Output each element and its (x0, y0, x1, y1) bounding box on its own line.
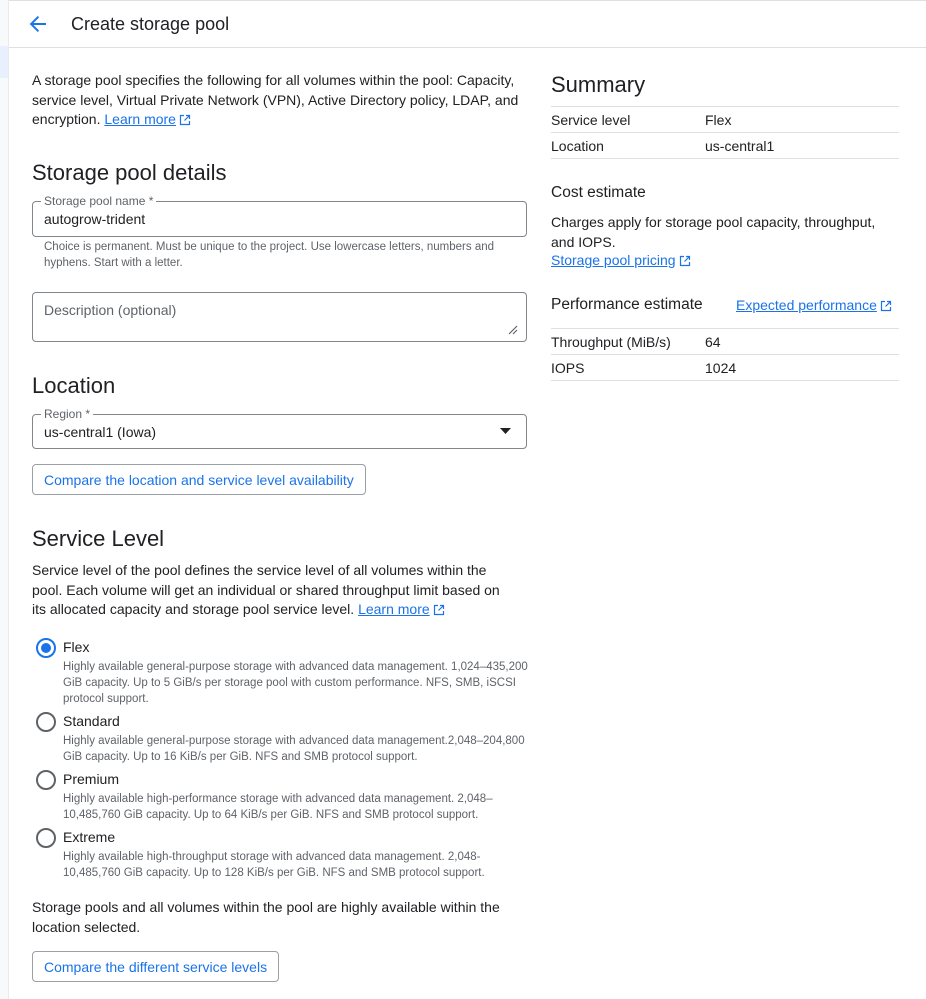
storage-pool-name-hint: Choice is permanent. Must be unique to the project. Use lowercase letters, numbers and hyphens. Start with a letter. (44, 241, 495, 269)
summary-table (551, 106, 899, 159)
storage-pool-name-value: autogrow-trident (44, 211, 146, 227)
external-link-icon (880, 300, 892, 312)
summary-value: us-central1 (705, 133, 899, 159)
region-value: us-central1 (Iowa) (44, 424, 157, 440)
compare-location-button[interactable]: Compare the location and service level availability (32, 464, 366, 495)
storage-pool-name-field[interactable] (32, 194, 527, 237)
extreme-radio[interactable] (36, 828, 56, 848)
intro-paragraph (32, 71, 522, 130)
storage-pool-details-heading: Storage pool details (32, 160, 227, 185)
performance-value: 1024 (705, 355, 899, 381)
flex-title: Flex (63, 639, 90, 655)
region-select[interactable] (32, 407, 527, 449)
service-level-description-text: Service level of the pool defines the service level of all volumes within the pool. Each volume will get an individual or shared throughput limit based on its allocated capacity and storage pool service level. (32, 562, 500, 617)
performance-table (551, 328, 899, 381)
cost-estimate-heading: Cost estimate (551, 184, 646, 201)
back-button[interactable] (25, 10, 51, 38)
resize-handle-icon[interactable] (508, 325, 518, 335)
external-link-icon (679, 255, 691, 267)
performance-value: 64 (705, 329, 899, 355)
description-field[interactable] (32, 292, 527, 342)
service-level-heading: Service Level (32, 526, 165, 551)
intro-text: A storage pool specifies the following for all volumes within the pool: Capacity, service level, Virtual Private Network (VPN), Active Directory policy, LDAP, and encryption. (32, 72, 519, 127)
left-nav-edge (0, 0, 9, 999)
pricing-link-label: Storage pool pricing (551, 252, 676, 268)
location-heading: Location (32, 373, 116, 398)
external-link-icon (179, 114, 191, 126)
summary-row (551, 107, 899, 133)
extreme-title: Extreme (63, 829, 116, 845)
extreme-description: Highly available high-throughput storage with advanced data management. 2,048-10,485,760 GiB capacity. Up to 128 KiB/s per GiB. NFS and SMB protocol support. (63, 851, 485, 879)
performance-row (551, 329, 899, 355)
premium-title: Premium (63, 771, 120, 787)
service-level-learn-more-link[interactable] (358, 601, 445, 617)
expected-performance-label: Expected performance (736, 297, 877, 313)
arrow-back-icon (25, 10, 51, 38)
storage-pool-pricing-link[interactable] (551, 251, 691, 271)
summary-row (551, 133, 899, 159)
standard-radio[interactable] (36, 712, 56, 732)
external-link-icon (433, 604, 445, 616)
service-level-learn-more-label: Learn more (358, 601, 430, 617)
performance-label: IOPS (551, 355, 705, 381)
service-level-description (32, 561, 512, 620)
summary-value: Flex (705, 107, 899, 133)
flex-description: Highly available general-purpose storage with advanced data management. 1,024–435,200 GiB capacity. Up to 5 GiB/s per storage pool with custom performance. NFS, SMB, iSCSI protocol support. (63, 661, 528, 705)
performance-row (551, 355, 899, 381)
description-placeholder: Description (optional) (44, 302, 177, 318)
summary-label: Location (551, 133, 705, 159)
learn-more-label: Learn more (104, 111, 176, 127)
page-header (9, 0, 926, 48)
compare-service-levels-button[interactable]: Compare the different service levels (32, 951, 279, 982)
summary-label: Service level (551, 107, 705, 133)
standard-description: Highly available general-purpose storage with advanced data management.2,048–204,800 GiB capacity. Up to 16 KiB/s per GiB. NFS and SMB protocol support. (63, 735, 525, 763)
storage-pool-name-label: Storage pool name * (41, 194, 156, 208)
standard-title: Standard (63, 713, 120, 729)
performance-estimate-heading: Performance estimate (551, 296, 703, 313)
premium-description: Highly available high-performance storage with advanced data management. 2,048–10,485,760 GiB capacity. Up to 64 KiB/s per GiB. NFS and SMB protocol support. (63, 793, 493, 821)
expected-performance-link[interactable] (736, 296, 892, 316)
summary-heading: Summary (551, 72, 646, 97)
dropdown-arrow-icon (500, 428, 511, 435)
region-label: Region * (41, 407, 93, 421)
cost-estimate-text: Charges apply for storage pool capacity, throughput, and IOPS. (551, 214, 876, 250)
page-title: Create storage pool (71, 14, 230, 34)
learn-more-link[interactable] (104, 111, 191, 127)
flex-radio[interactable] (36, 638, 56, 658)
premium-radio[interactable] (36, 770, 56, 790)
availability-note: Storage pools and all volumes within the pool are highly available within the location selected. (32, 899, 500, 935)
nav-selection-indicator (0, 46, 8, 78)
performance-label: Throughput (MiB/s) (551, 329, 705, 355)
